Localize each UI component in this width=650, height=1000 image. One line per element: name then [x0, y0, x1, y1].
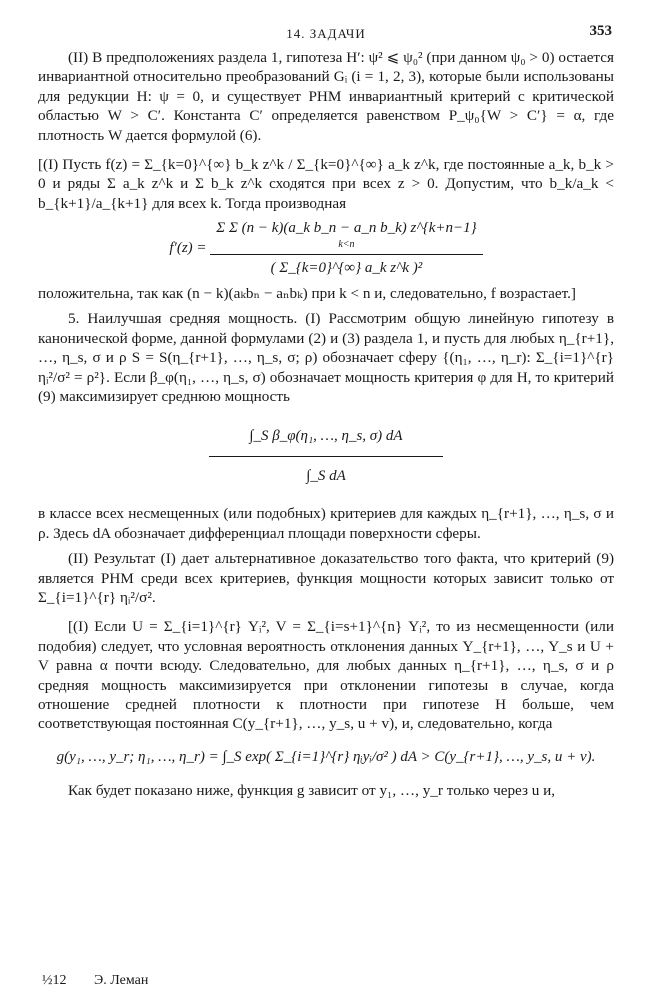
formula-g-function: g(y₁, …, y_r; η₁, …, η_r) = ∫_S exp( Σ_{i=1}^{r} ηᵢyᵢ/σ² ) dA > C(y_{r+1}, …, y_s, u + v). — [56, 748, 596, 765]
formula-average-power-numerator: ∫_S β_φ(η₁, …, η_s, σ) dA — [209, 421, 442, 457]
paragraph-derivative-setup: [(I) Пусть f(z) = Σ_{k=0}^{∞} b_k z^k / Σ_{k=0}^{∞} a_k z^k, где постоянные a_k, b_k > 0 и ряды Σ a_k z^k и Σ b_k z^k сходятся при всех z > 0. Допустим, что b_k/a_k < b_{k+1}/a_{k+1} для всех k. Тогда производная — [38, 156, 614, 212]
paragraph-best-average-power: 5. Наилучшая средняя мощность. (I) Рассмотрим общую линейную гипотезу в канонической форме, данной формулами (2) и (3) раздела 1, и пусть для любых η_{r+1}, …, η_s, σ и ρ S = S(η_{r+1}, …, η_s, σ; ρ) обозначает сферу {(η₁, …, η_r): Σ_{i=1}^{r} ηᵢ²/σ² = ρ²}. Если β_φ(η₁, …, η_s, σ) обозначает мощность критерия φ для H, то критерий (9) максимизирует среднюю мощность — [38, 310, 614, 406]
formula-derivative-fraction — [210, 219, 482, 278]
paragraph-hypothesis-invariance: (II) В предположениях раздела 1, гипотеза H′: ψ² ⩽ ψ₀² (при данном ψ₀ > 0) остается инвариантной относительно преобразований Gᵢ (i = 1, 2, 3), которые были использованы для редукции H: ψ = 0, и существует РНМ инвариантный критерий с критической областью W > C′. Константа C′ определяется равенством P_ψ₀{W > C′} = α, где плотность W дается формулой (6). — [38, 49, 614, 144]
paragraph-g-dependence: Как будет показано ниже, функция g зависит от y₁, …, y_r только через u и, — [68, 782, 556, 800]
author-name: Э. Леман — [94, 972, 149, 988]
page-number: 353 — [589, 23, 612, 39]
formula-average-power — [38, 421, 614, 491]
section-title: 14. ЗАДАЧИ — [286, 26, 366, 41]
formula-derivative-denominator: ( Σ_{k=0}^{∞} a_k z^k )² — [270, 259, 423, 276]
formula-derivative-numerator: Σ Σ (n − k)(a_k b_n − a_n b_k) z^{k+n−1} k<n — [210, 219, 482, 254]
formula-average-power-fraction — [209, 421, 442, 491]
page-footer — [42, 971, 172, 990]
formula-average-power-denominator: ∫_S dA — [306, 467, 346, 484]
paragraph-positivity: положительна, так как (n − k)(aₖbₙ − aₙbₖ) при k < n и, следовательно, f возрастает.] — [38, 285, 576, 303]
formula-derivative-sum-limit: k<n — [338, 238, 355, 250]
formula-derivative-lhs: f′(z) = — [169, 240, 207, 257]
signature-mark: ½12 — [42, 972, 67, 988]
page-header — [38, 22, 614, 48]
formula-derivative — [38, 219, 614, 278]
paragraph-unbiased-class: в классе всех несмещенных (или подобных) критериев для каждых η_{r+1}, …, η_s, σ и ρ. Здесь dA обозначает дифференциал площади поверхности сферы. — [38, 505, 614, 542]
paragraph-alternative-proof: (II) Результат (I) дает альтернативное доказательство того факта, что критерий (9) является РНМ среди всех критериев, функция мощности которых зависит только от Σ_{i=1}^{r} ηᵢ²/σ². — [38, 550, 614, 606]
paragraph-proof-conditional: [(I) Если U = Σ_{i=1}^{r} Yᵢ², V = Σ_{i=s+1}^{n} Yᵢ², то из несмещенности (или подобия) следует, что условная вероятность отклонения данных Y_{r+1}, …, Y_s и U + V равна α почти всюду. Следовательно, для любых данных η_{r+1}, …, η_s, σ и ρ средняя мощность максимизируется при отклонении гипотезы в случае, когда отношение средней плотности к плотности при гипотезе H больше, чем соответствующая постоянная C(y_{r+1}, …, y_s, u + v), и, следовательно, когда — [38, 618, 614, 733]
